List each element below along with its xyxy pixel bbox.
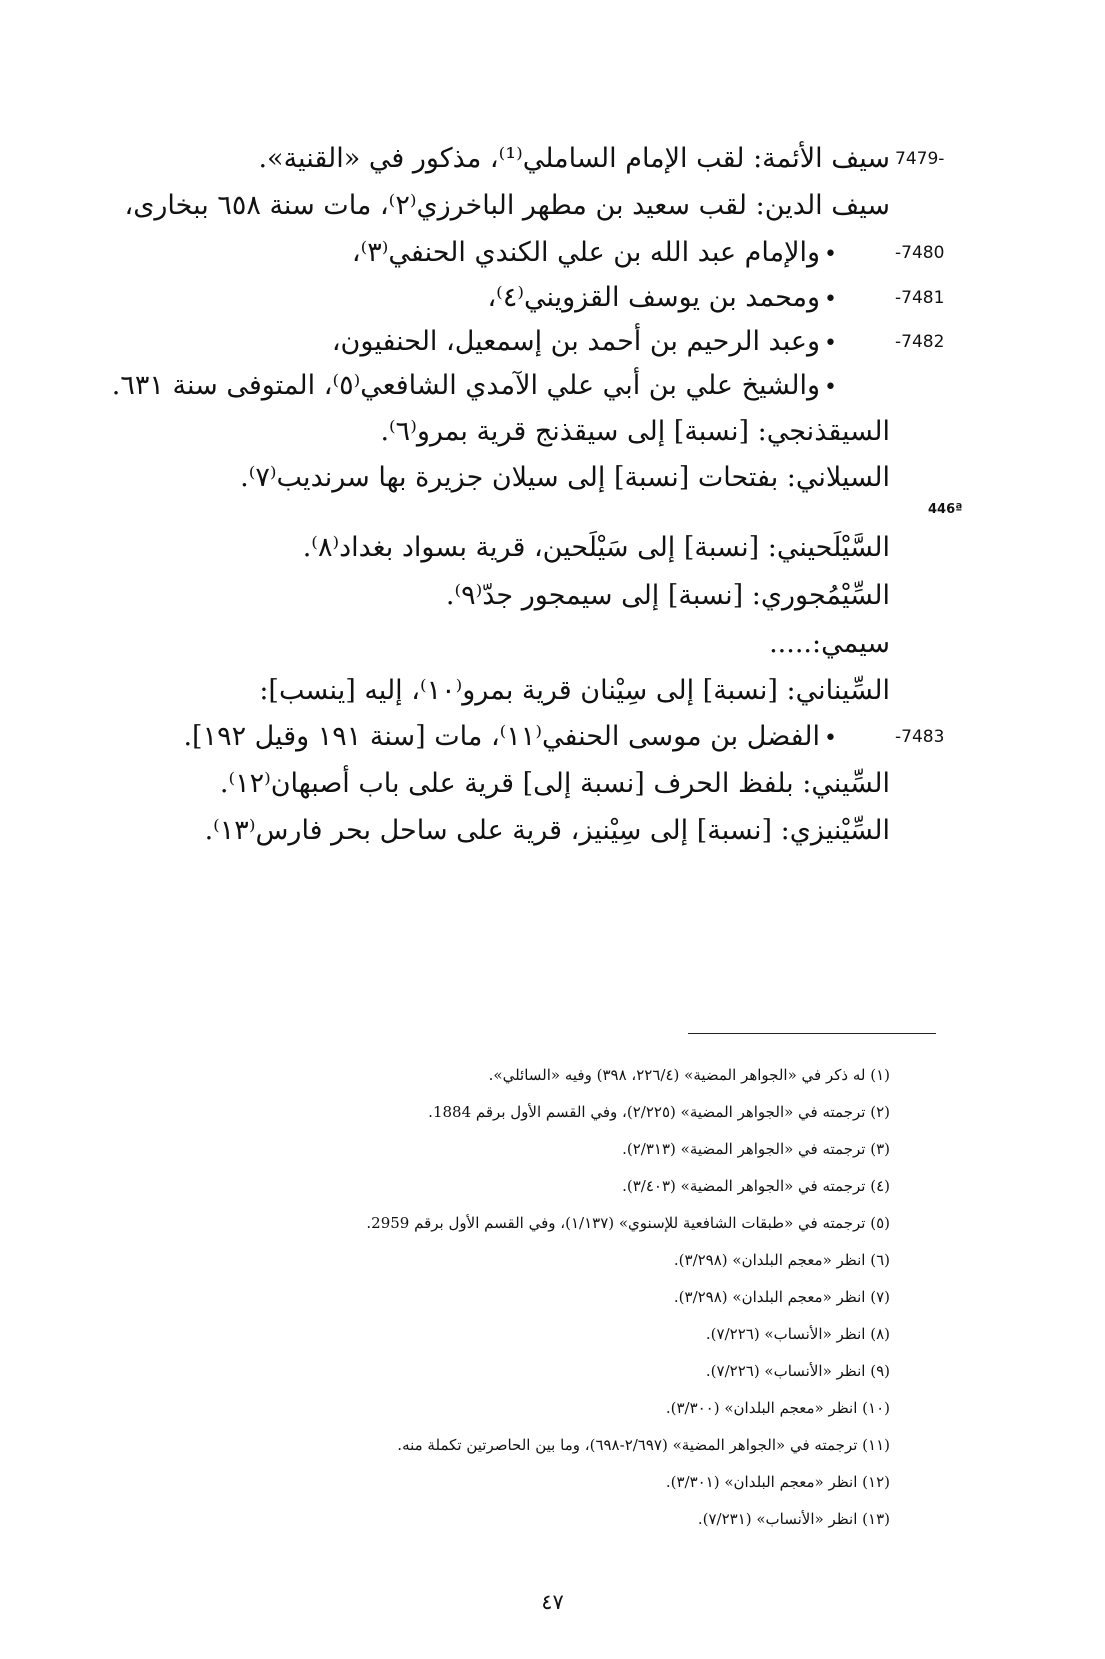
footnote: (١١) ترجمته في «الجواهر المضية» (٢/٦٩٧-٦٩٨)، وما بين الحاصرتين تكملة منه.: [397, 1436, 890, 1454]
entry-line: السيلاني: بفتحات [نسبة] إلى سيلان جزيرة بها سرنديب⁽٧⁾.: [240, 462, 890, 493]
footnote: (١٠) انظر «معجم البلدان» (٣/٣٠٠).: [665, 1399, 890, 1417]
footnote: (٦) انظر «معجم البلدان» (٣/٢٩٨).: [673, 1251, 890, 1269]
footnote: (٨) انظر «الأنساب» (٧/٢٢٦).: [705, 1325, 890, 1343]
footnote: (٥) ترجمته في «طبقات الشافعية للإسنوي» (١/١٣٧)، وفي القسم الأول برقم 2959.: [366, 1214, 890, 1232]
entry-number: -7480: [895, 243, 945, 263]
footnote: (٧) انظر «معجم البلدان» (٣/٢٩٨).: [673, 1288, 890, 1306]
bullet-entry: [183, 717, 837, 759]
footnote: (٩) انظر «الأنساب» (٧/٢٢٦).: [705, 1362, 890, 1380]
page-number: ٤٧: [541, 1590, 564, 1614]
entry-line: سيف الأئمة: لقب الإمام الساملي⁽¹⁾، مذكور في «القنية».: [258, 143, 890, 174]
entry-line: السِّيْمُجوري: [نسبة] إلى سيمجور جدّ⁽٩⁾.: [445, 580, 890, 611]
entry-line: سيف الدين: لقب سعيد بن مطهر الباخرزي⁽٢⁾، مات سنة ٦٥٨ ببخارى،: [124, 190, 890, 221]
bullet-entry: [352, 233, 837, 275]
footnote: (١٣) انظر «الأنساب» (٧/٢٣١).: [697, 1510, 890, 1528]
entry-line: السِّيْنيزي: [نسبة] إلى سِيْنيز، قرية على ساحل بحر فارس⁽١٣⁾.: [204, 815, 890, 846]
entry-line: السِّيناني: [نسبة] إلى سِيْنان قرية بمرو⁽١٠⁾، إليه [ينسب]:: [259, 675, 890, 706]
bullet-icon: •: [824, 726, 837, 751]
entry-number: -7481: [895, 288, 945, 308]
footnote: (٤) ترجمته في «الجواهر المضية» (٣/٤٠٣).: [622, 1177, 890, 1195]
entry-line: السيقذنجي: [نسبة] إلى سيقذنج قرية بمرو⁽٦⁾.: [380, 416, 890, 447]
margin-folio-note: 446ª: [928, 502, 963, 517]
bullet-entry: [487, 278, 837, 320]
bullet-icon: •: [824, 375, 837, 400]
entry-line: والإمام عبد الله بن علي الكندي الحنفي⁽٣⁾،: [351, 237, 821, 268]
bullet-icon: •: [824, 287, 837, 312]
bullet-icon: •: [824, 331, 837, 356]
footnote: (٣) ترجمته في «الجواهر المضية» (٢/٣١٣).: [622, 1140, 890, 1158]
footnote-divider: [688, 1033, 936, 1034]
footnote: (١) له ذكر في «الجواهر المضية» (٢٢٦/٤، ٣٩٨) وفيه «السائلي».: [488, 1066, 890, 1084]
bullet-entry: [112, 366, 837, 408]
entry-line: ومحمد بن يوسف القزويني⁽٤⁾،: [487, 282, 821, 313]
footnote: (١٢) انظر «معجم البلدان» (٣/٣٠١).: [665, 1473, 890, 1491]
entry-number: 7479-: [895, 149, 945, 169]
entry-line: سيمي:.....: [769, 628, 890, 659]
entry-line: والشيخ علي بن أبي علي الآمدي الشافعي⁽٥⁾، المتوفى سنة ٦٣١.: [111, 370, 821, 401]
entry-line: الفضل بن موسى الحنفي⁽١١⁾، مات [سنة ١٩١ وقيل ١٩٢].: [183, 721, 821, 752]
entry-line: وعبد الرحيم بن أحمد بن إسمعيل، الحنفيون،: [331, 326, 821, 357]
bullet-icon: •: [824, 242, 837, 267]
entry-line: السَّيْلَحيني: [نسبة] إلى سَيْلَحين، قرية بسواد بغداد⁽٨⁾.: [302, 532, 890, 563]
footnote: (٢) ترجمته في «الجواهر المضية» (٢/٢٢٥)، وفي القسم الأول برقم 1884.: [428, 1103, 890, 1121]
entry-line: السِّيني: بلفظ الحرف [نسبة إلى] قرية على باب أصبهان⁽١٢⁾.: [219, 768, 890, 799]
bullet-entry: [332, 322, 837, 364]
entry-number: -7483: [895, 727, 945, 747]
entry-number: -7482: [895, 332, 945, 352]
